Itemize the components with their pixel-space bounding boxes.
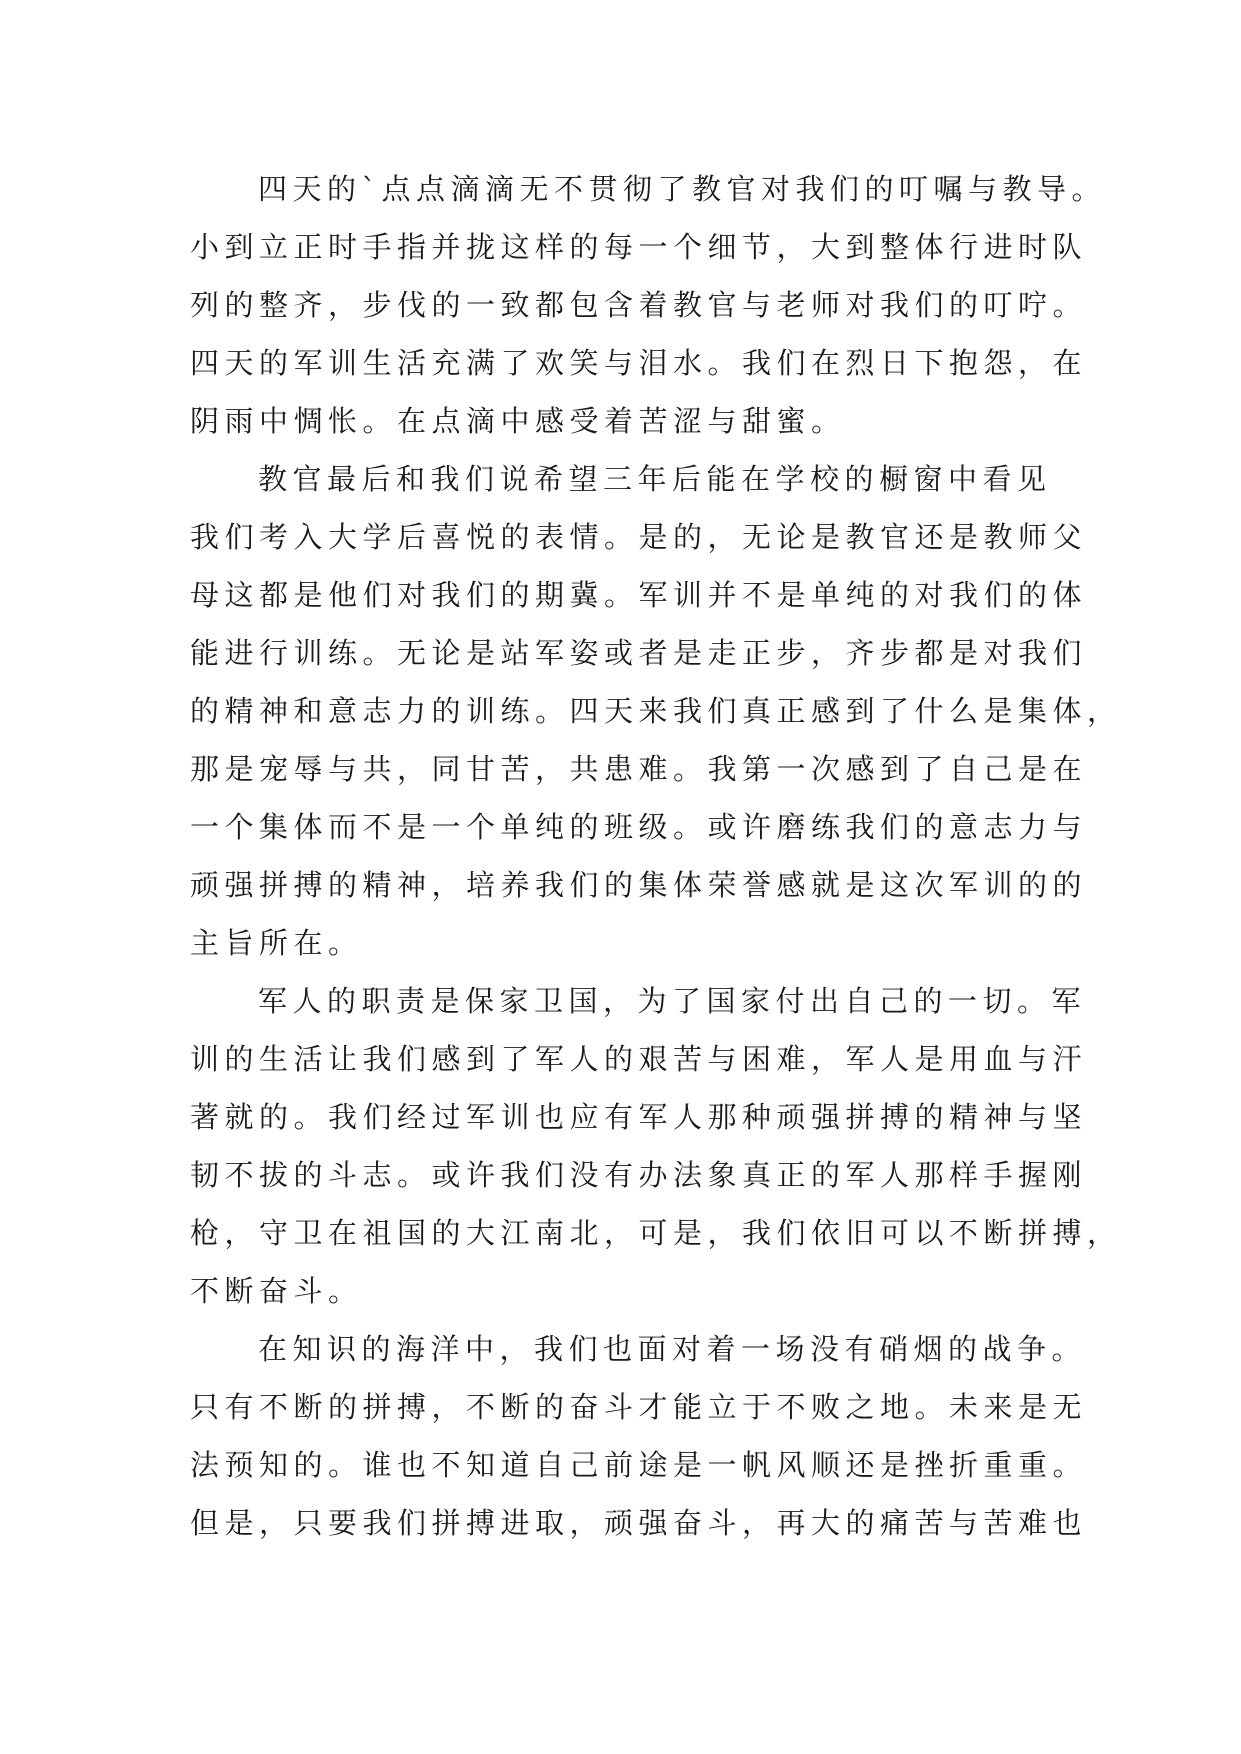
- paragraph-line: 枪，守卫在祖国的大江南北，可是，我们依旧可以不断拼搏，: [190, 1216, 1122, 1250]
- paragraph-line: 在知识的海洋中，我们也面对着一场没有硝烟的战争。: [258, 1332, 1087, 1366]
- paragraph-line: 的精神和意志力的训练。四天来我们真正感到了什么是集体，: [190, 694, 1122, 728]
- paragraph: [190, 160, 1107, 450]
- paragraph-line: 顽强拼搏的精神，培养我们的集体荣誉感就是这次军训的的: [190, 868, 1088, 902]
- paragraph-line: 一个集体而不是一个单纯的班级。或许磨练我们的意志力与: [190, 810, 1088, 844]
- paragraph-line: 小到立正时手指并拢这样的每一个细节，大到整体行进时队: [190, 230, 1088, 264]
- paragraph-line: 母这都是他们对我们的期冀。军训并不是单纯的对我们的体: [190, 578, 1088, 612]
- paragraph-line: 训的生活让我们感到了军人的艰苦与困难，军人是用血与汗: [190, 1042, 1088, 1076]
- paragraph-line: 只有不断的拼搏，不断的奋斗才能立于不败之地。未来是无: [190, 1390, 1088, 1424]
- paragraph-line: 著就的。我们经过军训也应有军人那种顽强拼搏的精神与坚: [190, 1100, 1088, 1134]
- paragraph: [190, 450, 1122, 972]
- paragraph-line: 四天的`点点滴滴无不贯彻了教官对我们的叮嘱与教导。: [258, 172, 1107, 206]
- paragraph-line: 那是宠辱与共，同甘苦，共患难。我第一次感到了自己是在: [190, 752, 1088, 786]
- paragraph-line: 韧不拔的斗志。或许我们没有办法象真正的军人那样手握刚: [190, 1158, 1088, 1192]
- paragraph-line: 四天的军训生活充满了欢笑与泪水。我们在烈日下抱怨，在: [190, 346, 1088, 380]
- paragraph: [190, 972, 1122, 1320]
- paragraph-line: 主旨所在。: [190, 926, 363, 960]
- paragraph: [190, 1320, 1088, 1552]
- paragraph-line: 军人的职责是保家卫国，为了国家付出自己的一切。军: [258, 984, 1087, 1018]
- paragraph-line: 法预知的。谁也不知道自己前途是一帆风顺还是挫折重重。: [190, 1448, 1088, 1482]
- paragraph-line: 教官最后和我们说希望三年后能在学校的橱窗中看见: [258, 462, 1052, 496]
- body-text: [190, 160, 1122, 1552]
- paragraph-line: 阴雨中惆怅。在点滴中感受着苦涩与甜蜜。: [190, 404, 846, 438]
- paragraph-line: 能进行训练。无论是站军姿或者是走正步，齐步都是对我们: [190, 636, 1088, 670]
- paragraph-line: 但是，只要我们拼搏进取，顽强奋斗，再大的痛苦与苦难也: [190, 1506, 1088, 1540]
- paragraph-line: 我们考入大学后喜悦的表情。是的，无论是教官还是教师父: [190, 520, 1088, 554]
- paragraph-line: 列的整齐，步伐的一致都包含着教官与老师对我们的叮咛。: [190, 288, 1088, 322]
- paragraph-line: 不断奋斗。: [190, 1274, 363, 1308]
